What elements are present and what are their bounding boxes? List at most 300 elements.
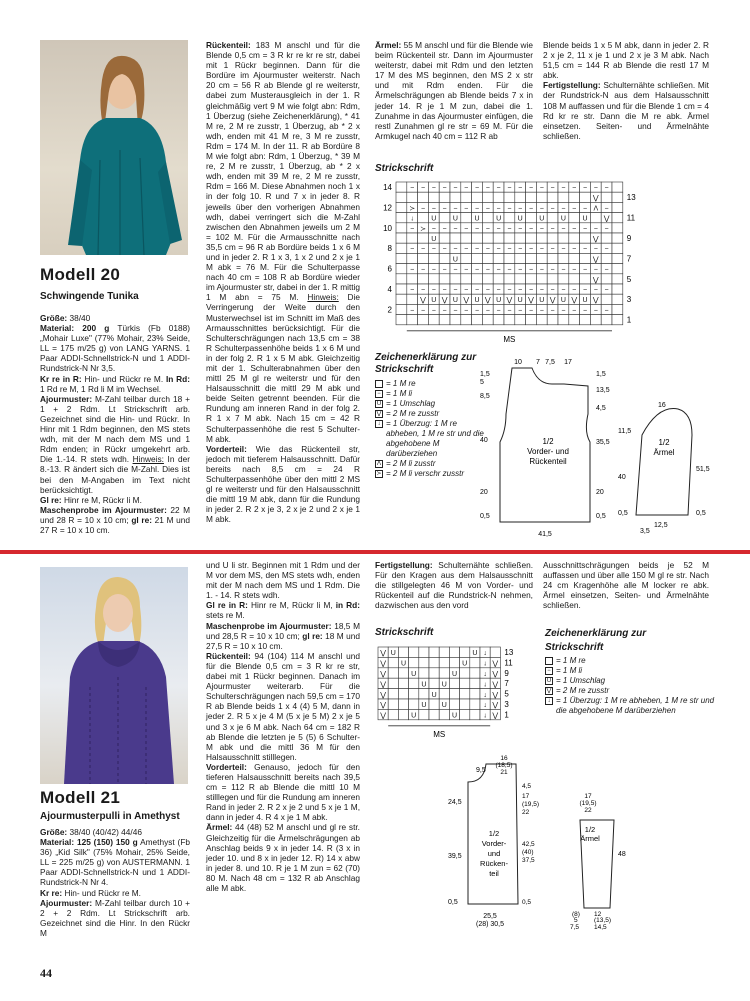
chart-symbol: − (464, 287, 469, 294)
pattern-label: Rückenteil (529, 457, 567, 466)
chart-cell (396, 192, 407, 202)
chart-cell (515, 315, 526, 325)
chart-symbol: U (431, 215, 437, 223)
legend-text: = 1 M re (556, 656, 586, 665)
chart-cell (515, 274, 526, 284)
section-divider (0, 550, 750, 554)
chart-cell (388, 668, 398, 678)
dim-top: 21 (500, 769, 508, 776)
chart-symbol: ↓ (483, 650, 487, 658)
chart-cell (460, 699, 470, 709)
chart-symbol: − (431, 246, 436, 254)
chart-cell (580, 192, 591, 202)
chart-symbol: − (496, 246, 501, 254)
chart-cell (388, 699, 398, 709)
model-21-right-text-b: Ausschnittschrägungen beids je 52 M auffassen und über alle 150 M gl re str. Nach 24 cm Kragenhöhe alle M locker re abk. Ärmel einsetzen, Seiten- und Ärmelnähte schließen. (543, 560, 709, 611)
chart-symbol: − (474, 185, 480, 192)
chart-symbol: ↓ (410, 215, 414, 223)
chart-symbol: − (518, 307, 523, 315)
chart-symbol: ⋁ (484, 297, 491, 305)
m21-left-para-0: Größe: 38/40 (40/42) 44/46 (40, 827, 142, 837)
chart-symbol: ≻ (420, 225, 426, 233)
chart-cell (396, 253, 407, 263)
chart-symbol: − (474, 225, 480, 233)
chart-cell (439, 233, 450, 243)
chart-cell (396, 213, 407, 223)
dim-top: (19,5) (579, 800, 597, 807)
dim-right: 17 (522, 793, 530, 800)
chart-symbol: − (485, 205, 490, 213)
row-label-right: 9 (626, 234, 632, 243)
chart-cell (429, 678, 439, 688)
chart-cell (612, 223, 623, 233)
dim-right: 0,5 (596, 513, 606, 520)
dim-top: 16 (658, 402, 666, 409)
row-label-left: 12 (383, 203, 392, 213)
chart-symbol: − (550, 307, 555, 315)
m21-left-para-1: Material: 125 (150) 150 g Amethyst (Fb 36) „Kid Silk" (75% Mohair, 25% Seide, LL = 225 m/25 g) von AUSTERMANN. 1 Paar ADDI-Schnellstrick-N und 1 ADDI-Rundstrick-N Nr 4. (40, 837, 190, 888)
chart-cell (396, 202, 407, 212)
chart-cell (428, 315, 439, 325)
symbol-icon: ↓ (375, 420, 383, 428)
dim-right: 42,5 (522, 841, 535, 848)
row-label-left: 6 (387, 264, 392, 274)
chart-symbol: − (604, 246, 609, 254)
chart-symbol: − (561, 246, 566, 254)
chart-symbol: − (528, 225, 534, 233)
dim-left: 40 (618, 474, 626, 481)
dim-top: 17 (584, 793, 592, 800)
chart-symbol: − (518, 225, 523, 233)
chart-cell (449, 657, 459, 667)
chart-cell (418, 274, 429, 284)
dim-bottom: 41,5 (538, 531, 552, 538)
chart-cell (526, 315, 537, 325)
chart-cell (398, 689, 408, 699)
chart-cell (470, 709, 480, 719)
symbol-icon: ⋁ (546, 688, 552, 694)
chart-cell (407, 192, 418, 202)
chart-cell (460, 709, 470, 719)
chart-symbol: − (539, 246, 544, 254)
chart-cell (569, 315, 580, 325)
m20-left-para-1: Material: 200 g Türkis (Fb 0188) „Mohair Luxe" (77% Mohair, 23% Seide, LL = 175 m/25 g) von LANG YARNS. 1 Paar ADDI-Schnellstrick-N und 1 ADDI-Rundstrick-N Nr 3,5. (40, 323, 190, 374)
model-20-right-text-b: Blende beids 1 x 5 M abk, dann in jeder 2. R 2 x je 2, 11 x je 1 und 2 x je 3 M abk. Nach 51,5 cm = 144 R ab Blende die restl 17 M abk. Fertigstellung: Schulternähte schließen. Mit der Rundstrick-N aus dem Halsausschnitt 108 M auffassen und für die Blende 1 cm = 4 Rd kr re str. Dann die M re abk. Ärmel einsetzen. Seiten- und Ärmelnähte schließen. (543, 40, 709, 141)
chart-cell (396, 274, 407, 284)
chart-symbol: ⋁ (592, 195, 599, 203)
m21-legend-item (545, 666, 715, 676)
chart-symbol: − (507, 266, 512, 274)
chart-cell (490, 647, 500, 657)
chart-cell (493, 274, 504, 284)
chart-symbol: − (453, 287, 458, 294)
chart-symbol: U (462, 660, 468, 668)
chart-cell (526, 233, 537, 243)
model-21-title: Modell 21 (40, 788, 121, 807)
chart-symbol: − (485, 246, 490, 254)
chart-symbol: − (550, 185, 555, 192)
chart-symbol: − (582, 246, 588, 254)
chart-symbol: ↓ (483, 712, 487, 720)
chart-symbol: − (464, 266, 469, 274)
chart-symbol: − (431, 205, 436, 213)
chart-symbol: U (431, 691, 437, 699)
chart-cell (396, 304, 407, 314)
chart-symbol: − (442, 205, 447, 213)
chart-cell (461, 253, 472, 263)
legend-text: = 1 M li (386, 389, 413, 398)
m21-mid-para-3: Rückenteil: 94 (104) 114 M anschl und für die Blende 0,5 cm = 3 R kr re str, dabei mit 1 Rückr beginnen. Danach im Ajourmuster weiterarb. Für die Schulterschrägungen nach 59,5 cm = 170 R ab Blende beids 1 x 4 (4) 5 M, dann in jeder 2. R 5 x je 4 M (5 x je 5 M) 2 x je 5 und 3 x je 6 M abk. Nach 64 cm = 182 R ab Blende die letzten je 5 (5) 6 Schulter-M abk und die mittl 36 M für den Halsausschnitt stilllegen. (206, 650, 360, 762)
chart-symbol: − (442, 287, 447, 294)
legend-text: = 1 Überzug: 1 M re abheben, 1 M re str und die abgehobene M darüberziehen (386, 419, 484, 458)
chart-symbol: ↓ (483, 691, 487, 699)
pattern-label: und (487, 849, 501, 858)
chart-symbol: − (561, 225, 566, 233)
dim-left: 0,5 (480, 513, 490, 520)
chart-symbol: − (420, 266, 426, 274)
symbol-icon: ↓ (545, 697, 553, 705)
row-label-right: 7 (626, 254, 632, 264)
chart-cell (418, 213, 429, 223)
sleeve-label: Ärmel (580, 834, 600, 843)
chart-symbol: − (539, 205, 544, 213)
chart-cell (409, 699, 419, 709)
dim-right: 4,5 (522, 783, 532, 790)
chart-cell (558, 233, 569, 243)
m20-left-para-3: Ajourmuster: M-Zahl teilbar durch 18 + 1 + 2 Rdm. Lt Strickschrift arb. Gezeichnet sind die Hin- und Rückr. In Hinr mit 1 Rdm beginnen, den MS stets wdh, mit der M nach dem MS und 1 Rdm enden; in Rückr umgekehrt arb. Die 1.-14. R stets wdh. Hinweis: In der 8.-13. R ändert sich die M-Zahl. Dies ist bei den M-Angaben im Text nicht berücksichtigt. (40, 393, 190, 495)
row-label-right: 1 (504, 710, 509, 720)
page-number: 44 (40, 966, 52, 980)
chart-symbol: ⋁ (463, 297, 470, 305)
chart-symbol: U (411, 712, 417, 720)
symbol-icon: ⋁ (376, 411, 382, 417)
chart-symbol: ↓ (483, 702, 487, 710)
chart-symbol: − (453, 266, 458, 274)
chart-symbol: − (464, 225, 469, 233)
chart-symbol: U (560, 297, 566, 305)
chart-symbol: − (464, 205, 469, 213)
model-20-subtitle: Schwingende Tunika (40, 291, 139, 302)
chart-cell (504, 274, 515, 284)
chart-symbol: U (441, 681, 447, 689)
chart-cell (482, 192, 493, 202)
chart-cell (601, 253, 612, 263)
m21-mid-para-5: Ärmel: 44 (48) 52 M anschl und gl re str. Gleichzeitig für die Ärmelschrägungen ab Anschlag beids 9 x in jeder 14. R (3 x in jeder 10. und 8 x in jeder 12. R) 14 x abw in jeder 8. und 10. R je 1 M zun = 62 (70) 80 M. Nach 48 cm = 132 R ab Anschlag alle M abk. (206, 822, 360, 893)
chart-symbol: − (561, 307, 566, 315)
chart-symbol: − (593, 246, 598, 254)
m20-mid-para-1: Vorderteil: Wie das Rückenteil str, jedoch mit tieferem Halsausschnitt. Dafür bereits nach 8,5 cm = 24 R Schulterpassenhöhe über den mittl 2 MS gl re weiterstr und für den Halsausschnitt die mittl 19 M abk, dann für die Rundung in jeder 2. R 2 x je 3, 2 x je 2 und 2 x je 1 M abk. (206, 443, 360, 525)
chart-symbol: − (431, 266, 436, 274)
legend-text: = 1 Umschlag (386, 399, 436, 408)
chart-cell (472, 192, 483, 202)
chart-symbol: − (474, 266, 480, 274)
row-label-left: 10 (383, 223, 392, 233)
row-label-right: 5 (504, 689, 509, 699)
chart-cell (547, 213, 558, 223)
chart-symbol: − (442, 246, 447, 254)
chart-symbol: − (604, 307, 609, 315)
chart-cell (396, 233, 407, 243)
sleeve-label: Ärmel (653, 448, 675, 457)
chart-cell (526, 192, 537, 202)
chart-cell (612, 243, 623, 253)
chart-symbol: U (539, 215, 545, 223)
chart-symbol: U (452, 215, 458, 223)
chart-symbol: U (560, 215, 566, 223)
chart-cell (439, 709, 449, 719)
chart-symbol: ⋁ (380, 681, 386, 689)
pattern-label: teil (489, 869, 499, 878)
chart-symbol: ⋁ (592, 256, 599, 264)
dim-right: 22 (522, 809, 530, 816)
dim-bottom: 25,5 (483, 913, 497, 920)
chart-symbol: − (453, 307, 458, 315)
chart-symbol: − (539, 185, 544, 192)
legend-text: = 2 M li verschr zusstr (386, 469, 465, 478)
ms-label: MS (433, 729, 446, 739)
chart-symbol: − (464, 307, 469, 315)
chart-symbol: − (453, 246, 458, 254)
chart-symbol: − (604, 185, 609, 192)
dim-bottom: 7,5 (570, 924, 580, 931)
dim-bottom: 5 (574, 917, 578, 924)
dim-bottom: (13,5) (594, 917, 611, 924)
chart-symbol: − (496, 205, 501, 213)
chart-cell (526, 274, 537, 284)
model-21-mid-text (206, 560, 360, 893)
chart-cell (439, 253, 450, 263)
chart-symbol: ⋁ (492, 660, 499, 668)
chart-cell (450, 233, 461, 243)
chart-cell (515, 253, 526, 263)
chart-symbol: − (593, 307, 598, 315)
chart-cell (407, 315, 418, 325)
row-label-left: 4 (387, 285, 392, 294)
chart-symbol: ⋁ (380, 671, 386, 678)
pattern-label: Vorder- (481, 839, 507, 848)
chart-cell (590, 315, 601, 325)
chart-cell (482, 274, 493, 284)
model-20-title: Modell 20 (40, 265, 121, 284)
row-label-right: 3 (504, 700, 509, 709)
pattern-label: Vorder- und (527, 447, 569, 456)
chart-cell (580, 274, 591, 284)
chart-cell (526, 213, 537, 223)
m21-mid-para-0: und U li str. Beginnen mit 1 Rdm und der M vor dem MS, den MS stets wdh, enden mit der M nach dem MS und 1 Rdm. Die 1. - 14. R stets wdh. (206, 560, 360, 601)
chart-symbol: U (451, 712, 458, 720)
m20-legend-item (375, 389, 487, 399)
chart-cell (470, 699, 480, 709)
dim-left: 24,5 (448, 799, 462, 806)
chart-symbol: − (582, 185, 588, 192)
chart-cell (569, 192, 580, 202)
knitting-chart-model-20 (370, 178, 650, 344)
chart-cell (429, 647, 439, 657)
chart-symbol: U (411, 671, 417, 678)
m21-legend-item (545, 686, 715, 696)
chart-cell (612, 192, 623, 202)
chart-symbol: − (528, 266, 534, 274)
dim-bottom: 14,5 (594, 924, 607, 931)
chart-cell (461, 315, 472, 325)
chart-symbol: − (572, 185, 577, 192)
model-21-chart-title: Strickschrift (375, 627, 434, 638)
chart-symbol: − (474, 307, 480, 315)
chart-symbol: − (572, 225, 577, 233)
chart-cell (396, 223, 407, 233)
dim-top: 7,5 (545, 359, 555, 366)
knitting-chart-model-21 (372, 643, 532, 743)
chart-symbol: U (431, 236, 437, 243)
pattern-label: Rücken- (480, 859, 508, 868)
chart-symbol: − (507, 205, 512, 213)
chart-cell (428, 192, 439, 202)
m20-legend-item (375, 409, 487, 419)
chart-cell (398, 709, 408, 719)
chart-symbol: ⋁ (571, 297, 578, 305)
chart-symbol: ⋁ (506, 297, 513, 305)
chart-cell (419, 657, 429, 667)
dim-top: 10 (514, 359, 522, 366)
chart-cell (472, 315, 483, 325)
chart-symbol: U (582, 297, 588, 305)
chart-symbol: U (441, 702, 447, 710)
dim-right: 13,5 (596, 387, 610, 394)
dim-right: 37,5 (522, 857, 535, 864)
chart-cell (439, 274, 450, 284)
chart-cell (580, 253, 591, 263)
chart-symbol: ⋁ (441, 297, 448, 305)
chart-cell (569, 253, 580, 263)
chart-symbol: − (431, 225, 436, 233)
chart-cell (601, 315, 612, 325)
dim-bottom: 12 (594, 911, 602, 918)
chart-symbol: − (604, 205, 609, 213)
chart-cell (536, 274, 547, 284)
chart-cell (396, 182, 407, 192)
chart-cell (612, 284, 623, 294)
chart-symbol: − (485, 287, 490, 294)
dim-top: 22 (584, 807, 592, 814)
chart-symbol: ⋁ (603, 215, 610, 223)
dim-top: 16 (500, 755, 508, 762)
chart-symbol: − (442, 225, 447, 233)
m21-mid-para-2: Maschenprobe im Ajourmuster: 18,5 M und 28,5 R = 10 x 10 cm; gl re: 18 M und 27,5 R = 10 x 10 cm. (206, 620, 360, 651)
dim-right: 0,5 (522, 899, 532, 906)
chart-symbol: − (550, 287, 555, 294)
chart-cell (388, 709, 398, 719)
chart-symbol: ↓ (483, 671, 487, 678)
legend-text: = 2 M re zusstr (386, 409, 440, 418)
chart-cell (601, 192, 612, 202)
dim-right: 0,5 (696, 510, 706, 517)
chart-cell (612, 294, 623, 304)
chart-symbol: − (528, 205, 534, 213)
chart-cell (515, 233, 526, 243)
chart-symbol: − (528, 246, 534, 254)
chart-cell (536, 253, 547, 263)
chart-cell (398, 699, 408, 709)
chart-symbol: − (572, 287, 577, 294)
dim-left: 39,5 (448, 853, 462, 860)
chart-cell (569, 213, 580, 223)
chart-cell (428, 253, 439, 263)
chart-cell (449, 678, 459, 688)
chart-cell (388, 678, 398, 688)
dim-bottom: 3,5 (640, 528, 650, 535)
chart-cell (396, 315, 407, 325)
dim-top: (18,5) (495, 762, 513, 769)
chart-cell (388, 657, 398, 667)
chart-symbol: U (452, 297, 458, 305)
chart-symbol: ⋁ (492, 712, 499, 720)
chart-cell (504, 315, 515, 325)
chart-symbol: − (561, 287, 566, 294)
chart-cell (439, 668, 449, 678)
chart-cell (419, 709, 429, 719)
chart-cell (558, 253, 569, 263)
pattern-label: 1/2 (488, 829, 500, 838)
m21-left-para-3: Ajourmuster: M-Zahl teilbar durch 10 + 2 + 2 Rdm. Lt Strickschrift arb. Gezeichnet sind die Hinr. In den Rückr M (40, 897, 190, 938)
model-21-legend (545, 656, 715, 716)
chart-symbol: − (550, 205, 555, 213)
chart-symbol: − (496, 225, 501, 233)
chart-cell (460, 678, 470, 688)
chart-symbol: − (593, 287, 598, 294)
chart-symbol: − (528, 185, 534, 192)
chart-symbol: − (550, 266, 555, 274)
schematic-model-20 (478, 352, 618, 542)
chart-symbol: − (496, 287, 501, 294)
chart-symbol: ⋁ (592, 297, 599, 305)
chart-cell (461, 233, 472, 243)
m21-legend-item (545, 676, 715, 686)
chart-cell (398, 668, 408, 678)
chart-cell (482, 213, 493, 223)
chart-symbol: − (420, 246, 426, 254)
row-label-left: 2 (387, 305, 392, 315)
model-20-legend (375, 379, 487, 479)
chart-symbol: ⋁ (528, 297, 534, 305)
sleeve-schematic-model-21 (560, 790, 650, 930)
chart-cell (419, 668, 429, 678)
chart-cell (409, 689, 419, 699)
chart-symbol: − (561, 185, 566, 192)
chart-symbol: − (420, 185, 426, 192)
chart-cell (536, 233, 547, 243)
chart-symbol: − (550, 225, 555, 233)
chart-cell (482, 253, 493, 263)
chart-symbol: U (474, 215, 480, 223)
chart-cell (396, 264, 407, 274)
legend-text: = 2 M li zusstr (386, 459, 436, 468)
m21-left-para-2: Kr re: Hin- und Rückr re M. (40, 887, 141, 898)
symbol-icon (545, 657, 553, 665)
dim-left: 1,5 (480, 371, 490, 378)
m20-mid-para-0: Rückenteil: 183 M anschl und für die Blende 0,5 cm = 3 R kr re kr re str, dabei mit 1 Rückr beginnen. Dann für die Bordüre im Ajourmuster weiterstr. Nach 20 cm = 56 R ab Blende gl re weiterstr, dabei zum Musterausgleich in der 1. R gleichmäßig vert 9 M wie folgt abn: Rdm, 1 Überzug (siehe Zeichenerklärung), * 41 M re, 2 M re zusstr, 1 Überzug, ab * 2 x wdh, enden mit 41 M re, 3 M re zusstr, Rdm = 174 M. In der 11. R ab Bordüre 8 M wie folgt abn: Rdm, 1 Überzug, * 39 M re, 2 M re zusstr, 1 Überzug, ab * 2 x wdh, enden mit 39 M re, 2 M re zusstr, Rdm = 166 M. Diese Abnahmen noch 1 x in der folg 10. R und 7 x in jeder 8. R jeweils über den vorherigen Abnahmen wdh, dabei verringert sich die M-Zahl zwischen den Abnahmen jeweils um 2 M = 102 M. Für die Armausschnitte nach 35,5 cm = 96 R ab Bordüre beids 1 x 6 M und in jeder 2. R 1 x 3, 1 x 2 und 2 x je 1 M abk = 76 M. Für die Schulterpasse nach 40 cm = 108 R ab Bordüre wieder im Ajourmuster str, dabei in der 1. R mittig 1 M abn = 75 M. Hinweis: Die Verringerung der Weite durch den Musterwechsel ist im Schnitt im Maß des Armausschnittes berücksichtigt. Für die Schulterschrägungen nach 13,5 cm = 38 R Schulterpassenhöhe beids 1 x 6 M und in der folg 2. R 1 x 5 M abk. Gleichzeitig mit der 1. Schulterabnahmen über den mittl 25 M gl re weiterstr und für den Halsausschnitt die mittl 29 M abk und beide Seiten getrennt beenden. Für die Rundung am inneren Rand in der folg 2. R 1 x 7 M abk. Nach 15 cm = 42 R Schulterpassenhöhe die rest 5 Schulter-M abk. (206, 40, 361, 444)
chart-symbol: − (518, 246, 523, 254)
chart-cell (558, 315, 569, 325)
chart-symbol: − (507, 225, 512, 233)
schematic-model-21 (446, 752, 556, 927)
chart-symbol: − (604, 287, 609, 294)
dim-right: 48 (618, 851, 626, 858)
m21-mid-para-4: Vorderteil: Genauso, jedoch für den tieferen Halsausschnitt bereits nach 39,5 cm = 112 R ab Blende die mittl 10 M stilllegen und für die Rundung am inneren Rand in jeder 2. R 2 x je 2 und 5 x je 1 M, dann in jeder 4. R 4 x je 1 M abk. (206, 761, 360, 823)
dim-left: 8,5 (480, 393, 490, 400)
chart-symbol: − (572, 205, 577, 213)
chart-cell (439, 213, 450, 223)
chart-symbol: − (474, 205, 480, 213)
